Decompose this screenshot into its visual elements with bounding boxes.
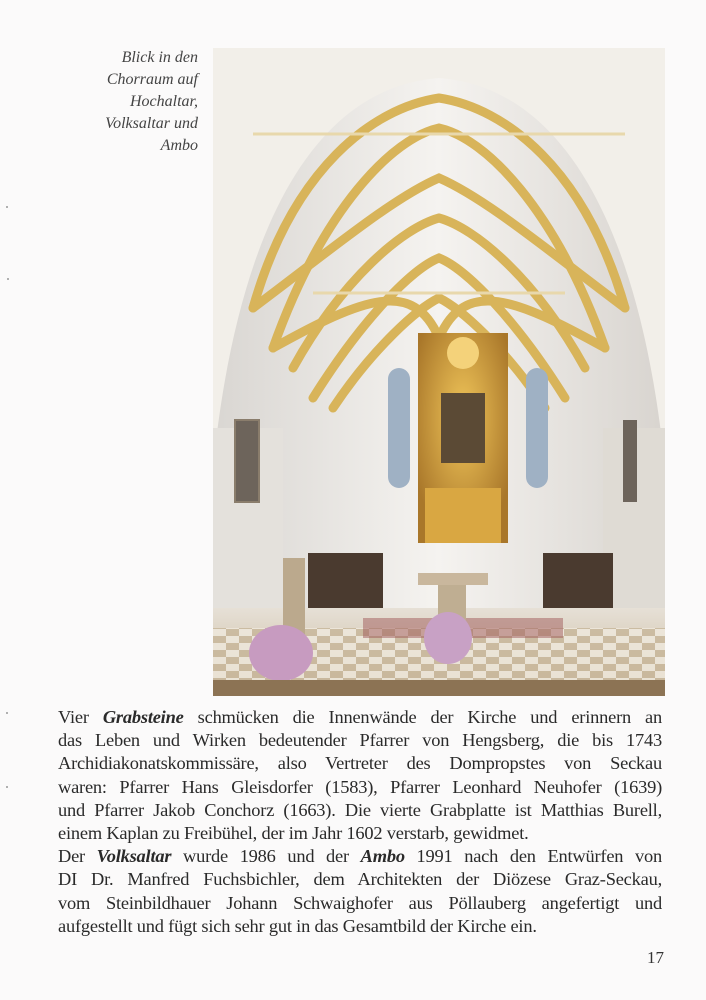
text-line: waren: Pfarrer Hans Gleisdorfer (1583), Pfarrer Leonhard Neuhofer (1639) (58, 776, 662, 797)
text-line: aufgestellt und fügt sich sehr gut in das Gesamtbild der Kirche ein. (58, 915, 537, 936)
text-run: schmücken die Innenwände der Kirche und erinnern an (183, 707, 662, 727)
text-line: Archidiakonatskommissäre, also Vertreter des Dompropstes von Seckau (58, 753, 662, 774)
body-text (58, 706, 662, 938)
caption-line: Ambo (160, 137, 198, 154)
text-line: das Leben und Wirken bedeutender Pfarrer von Hengsberg, die bis 1743 (58, 730, 662, 751)
text-run: wurde 1986 und der (171, 846, 361, 867)
emphasis-grabsteine: Grabsteine (102, 707, 184, 727)
text-run: Der (58, 846, 97, 867)
text-run: Vier (58, 707, 103, 727)
text-line: DI Dr. Manfred Fuchsbichler, dem Architekten der Diözese Graz-Seckau, (58, 869, 662, 890)
emphasis-volksaltar: Volksaltar (96, 846, 172, 867)
text-run: 1991 nach den Entwürfen von (404, 846, 662, 867)
caption-line: Volksaltar und (105, 115, 198, 132)
scan-speck (6, 712, 8, 714)
photo-caption (40, 47, 198, 157)
page-number: 17 (647, 948, 664, 967)
text-line: vom Steinbildhauer Johann Schwaighofer aus Pöllauberg angefertigt und (58, 892, 662, 913)
caption-line: Chorraum auf (106, 71, 198, 88)
caption-line: Hochaltar, (130, 93, 198, 110)
text-line: einem Kaplan zu Freibühel, der im Jahr 1602 verstarb, gewidmet. (58, 823, 529, 844)
scan-speck (6, 786, 8, 788)
scan-speck (6, 206, 8, 208)
text-line (58, 706, 662, 729)
church-photo-illustration (213, 48, 665, 696)
scan-speck (7, 278, 9, 280)
church-interior-photo (213, 48, 665, 696)
text-line: und Pfarrer Jakob Conchorz (1663). Die vierte Grabplatte ist Matthias Burell, (58, 799, 662, 820)
caption-line: Blick in den (121, 49, 198, 66)
emphasis-ambo: Ambo (360, 846, 405, 867)
text-line (58, 845, 662, 868)
